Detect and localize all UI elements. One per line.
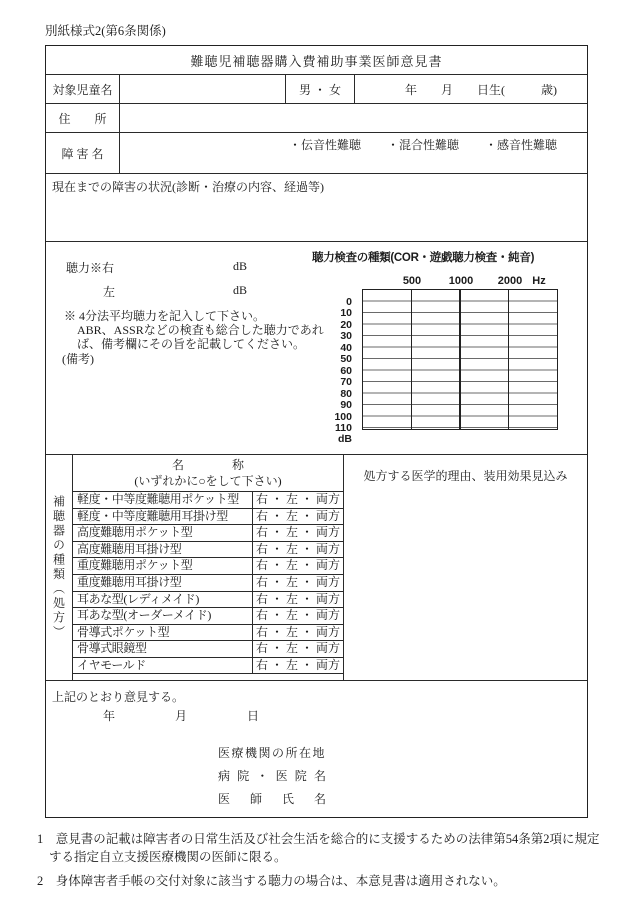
side-options: 右 ・ 左 ・ 両方 bbox=[255, 558, 340, 573]
audiogram-vline-500 bbox=[411, 290, 413, 429]
disability-type-conductive: ・伝音性難聴 bbox=[288, 138, 361, 152]
audiogram-db-40: 40 bbox=[340, 342, 352, 354]
audiogram-freq-unit: Hz bbox=[532, 275, 546, 287]
hearing-left-label: 左 bbox=[103, 285, 116, 299]
hearing-aid-name: 高度難聴用ポケット型 bbox=[73, 525, 253, 541]
audiogram-vline-1000 bbox=[459, 290, 461, 429]
side-options: 右 ・ 左 ・ 両方 bbox=[255, 525, 340, 540]
hearing-aid-name: イヤモールド bbox=[73, 658, 253, 673]
audiogram-db-90: 90 bbox=[340, 399, 352, 411]
audiogram-freq-2000: 2000 bbox=[497, 275, 523, 287]
table-row bbox=[73, 541, 343, 558]
hearing-aid-side-label-cell bbox=[46, 455, 73, 680]
hearing-aid-table-header bbox=[73, 455, 343, 491]
audiogram-vline-2000 bbox=[508, 290, 510, 429]
audiogram-db-0: 0 bbox=[346, 296, 352, 308]
hearing-aid-header-line2: (いずれかに○をして下さい) bbox=[134, 474, 282, 488]
hearing-note-line3: ば、備考欄にその旨を記載してください。 bbox=[77, 337, 306, 351]
hearing-aid-header-line1: 名 称 bbox=[171, 458, 244, 472]
audiogram-db-30: 30 bbox=[340, 330, 352, 342]
audiogram-freq-1000: 1000 bbox=[448, 275, 474, 287]
table-row bbox=[73, 624, 343, 641]
table-row bbox=[73, 524, 343, 541]
opinion-statement: 上記のとおり意見する。 bbox=[52, 690, 185, 704]
title-row bbox=[46, 46, 587, 74]
hearing-aid-section bbox=[46, 454, 587, 680]
document-title: 難聴児補聴器購入費補助事業医師意見書 bbox=[190, 53, 443, 69]
side-options: 右 ・ 左 ・ 両方 bbox=[255, 574, 340, 589]
prescription-reason-cell bbox=[343, 455, 587, 680]
hearing-aid-name: 骨導式眼鏡型 bbox=[73, 641, 253, 657]
disability-type-sensorineural: ・感音性難聴 bbox=[484, 138, 557, 152]
table-row bbox=[73, 491, 343, 508]
hearing-aid-side-label: 補聴器の種類（処方） bbox=[51, 495, 66, 640]
institution-address-label: 医療機関の所在地 bbox=[218, 746, 327, 760]
table-row bbox=[73, 508, 343, 525]
disability-type-mixed: ・混合性難聴 bbox=[386, 138, 459, 152]
child-row bbox=[46, 74, 587, 103]
address-label: 住 所 bbox=[46, 104, 120, 132]
history-label: 現在までの障害の状況(診断・治療の内容、経過等) bbox=[52, 180, 324, 194]
table-row bbox=[73, 591, 343, 608]
audiogram-db-50: 50 bbox=[340, 353, 352, 365]
form-outer-box bbox=[45, 45, 588, 818]
signature-section bbox=[46, 680, 587, 817]
hearing-aid-name: 重度難聴用耳掛け型 bbox=[73, 575, 253, 591]
hearing-note-line2: ABR、ASSRなどの検査も総合した聴力であれ bbox=[77, 323, 324, 337]
side-options: 右 ・ 左 ・ 両方 bbox=[255, 492, 340, 506]
history-row bbox=[46, 173, 587, 241]
audiogram-db-110: 110 bbox=[335, 422, 352, 434]
audiogram-db-60: 60 bbox=[340, 365, 352, 377]
hearing-aid-name: 骨導式ポケット型 bbox=[73, 625, 253, 641]
footnote-2: 2 身体障害者手帳の交付対象に該当する聴力の場合は、本意見書は適用されない。 bbox=[37, 874, 506, 888]
birthdate-field: 年 月 日生( 歳) bbox=[405, 82, 557, 97]
hearing-aid-name: 重度難聴用ポケット型 bbox=[73, 558, 253, 574]
table-row bbox=[73, 557, 343, 574]
side-options: 右 ・ 左 ・ 両方 bbox=[255, 641, 340, 656]
hearing-right-label: 聴力※右 bbox=[66, 261, 115, 275]
hearing-note-line1: ※ 4分法平均聴力を記入して下さい。 bbox=[64, 309, 266, 323]
address-field bbox=[120, 104, 587, 132]
sex-options: 男 ・ 女 bbox=[286, 75, 355, 103]
table-row bbox=[73, 640, 343, 657]
hearing-right-db-unit: dB bbox=[233, 259, 248, 273]
hearing-aid-name: 耳あな型(レディメイド) bbox=[73, 592, 253, 608]
side-options: 右 ・ 左 ・ 両方 bbox=[255, 657, 340, 672]
opinion-date-line: 年 月 日 bbox=[103, 709, 260, 723]
disability-row bbox=[46, 132, 587, 173]
table-row bbox=[73, 657, 343, 674]
side-options: 右 ・ 左 ・ 両方 bbox=[255, 541, 340, 556]
remarks-label: (備考) bbox=[62, 352, 94, 366]
hospital-name-label: 病院・医院名 bbox=[218, 769, 326, 783]
side-options: 右 ・ 左 ・ 両方 bbox=[255, 624, 340, 639]
footnote-1-line1: 1 意見書の記載は障害者の日常生活及び社会生活を総合的に支援するための法律第54条第2項に規定 bbox=[37, 832, 600, 846]
audiogram-title: 聴力検査の種類(COR・遊戯聴力検査・純音) bbox=[312, 252, 535, 264]
hearing-aid-name: 軽度・中等度難聴用ポケット型 bbox=[73, 492, 253, 508]
hearing-aid-table bbox=[73, 455, 343, 680]
audiogram-db-axis-unit: dB bbox=[338, 433, 352, 445]
hearing-aid-name: 高度難聴用耳掛け型 bbox=[73, 542, 253, 558]
child-name-field bbox=[120, 75, 286, 103]
child-name-label: 対象児童名 bbox=[46, 75, 120, 103]
address-row bbox=[46, 103, 587, 132]
hearing-aid-name: 耳あな型(オーダーメイド) bbox=[73, 608, 253, 624]
audiogram-db-70: 70 bbox=[340, 376, 352, 388]
disability-label: 障 害 名 bbox=[46, 133, 120, 173]
hearing-section bbox=[46, 241, 587, 454]
hearing-aid-name: 軽度・中等度難聴用耳掛け型 bbox=[73, 509, 253, 525]
side-options: 右 ・ 左 ・ 両方 bbox=[255, 508, 340, 523]
table-row bbox=[73, 574, 343, 591]
side-options: 右 ・ 左 ・ 両方 bbox=[255, 591, 340, 606]
audiogram-grid bbox=[362, 289, 558, 430]
footnote-1-line2: する指定自立支援医療機関の医師に限る。 bbox=[49, 850, 287, 864]
audiogram-freq-500: 500 bbox=[402, 275, 422, 287]
audiogram-db-20: 20 bbox=[340, 319, 352, 331]
hearing-left-db-unit: dB bbox=[233, 283, 248, 297]
prescription-reason-header: 処方する医学的理由、装用効果見込み bbox=[363, 469, 568, 483]
table-row bbox=[73, 607, 343, 624]
doctor-name-label: 医師氏名 bbox=[218, 792, 326, 806]
audiogram-db-100: 100 bbox=[334, 411, 352, 423]
disability-field bbox=[120, 133, 587, 173]
audiogram-db-80: 80 bbox=[340, 388, 352, 400]
form-number-label: 別紙様式2(第6条関係) bbox=[45, 24, 166, 38]
side-options: 右 ・ 左 ・ 両方 bbox=[255, 608, 340, 623]
audiogram-db-10: 10 bbox=[340, 307, 352, 319]
